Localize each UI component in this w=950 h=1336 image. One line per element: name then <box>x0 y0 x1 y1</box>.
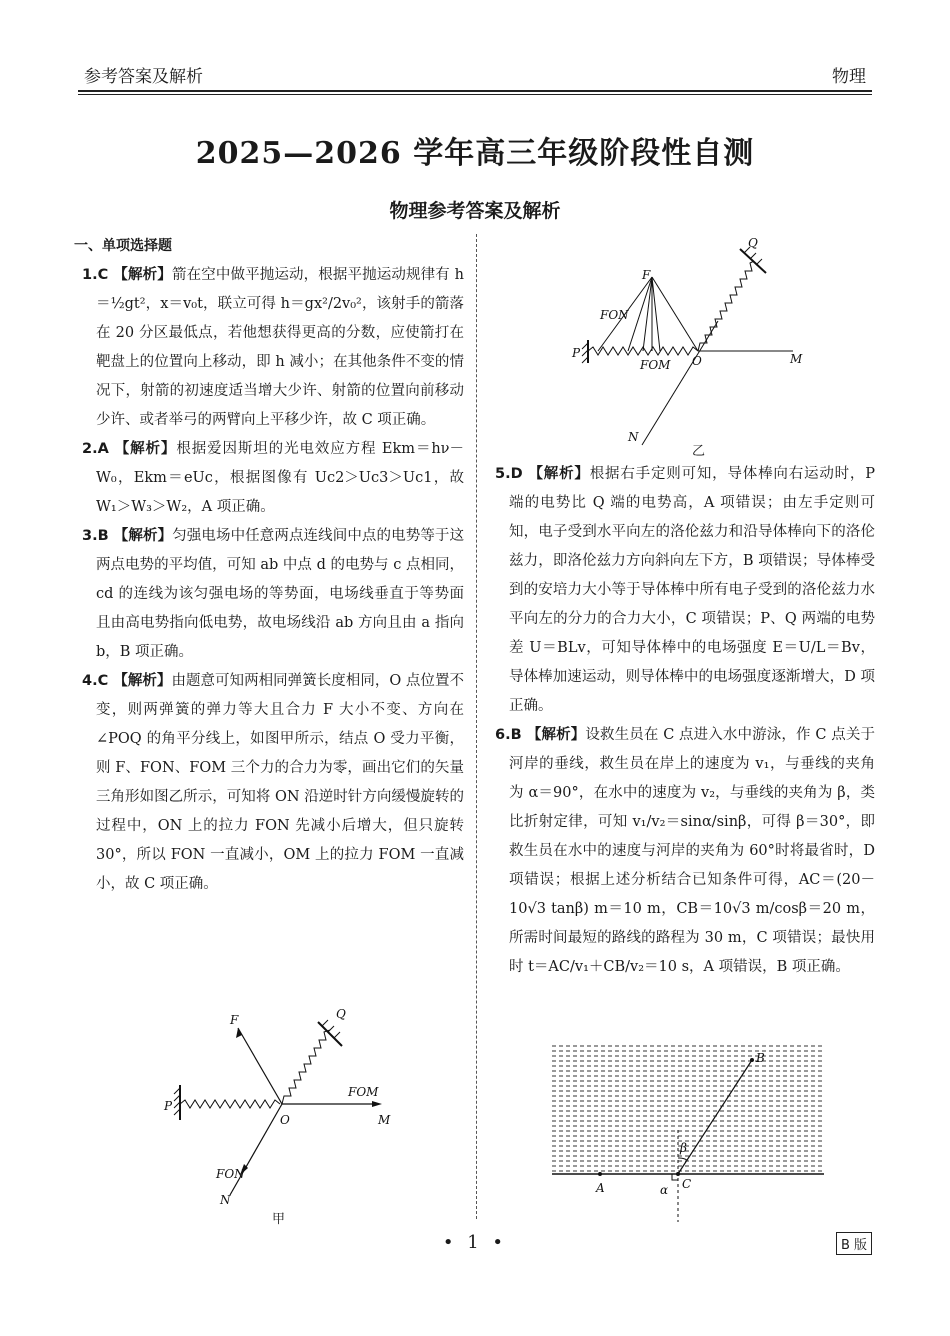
answer-1-text: 箭在空中做平抛运动，根据平抛运动规律有 h＝½gt²，x＝v₀t，联立可得 h＝gx²/2v₀²，该射手的箭落在 20 分区最低点，若他想获得更高的分数，应使箭打在靶盘上的位置向上移动，即 h 减小；在其他条件不变的情况下，射箭的初速度适当增大少许、射箭的位置向前移动少许、或者举弓的两臂向上平移少许，故 C 项正确。 <box>96 267 464 428</box>
river-label-C: C <box>682 1177 692 1191</box>
column-divider <box>476 234 477 1219</box>
page-header <box>78 58 872 88</box>
page-subtitle: 物理参考答案及解析 <box>389 200 561 222</box>
figure-jia <box>160 1000 420 1210</box>
header-left: 参考答案及解析 <box>84 67 203 87</box>
jia-label-O: O <box>280 1113 290 1127</box>
answer-6 <box>487 721 875 982</box>
header-rule-thin <box>78 94 872 95</box>
yi-label-M: M <box>790 352 803 366</box>
jia-label-M: M <box>378 1113 391 1127</box>
jia-label-P: P <box>164 1099 173 1113</box>
river-label-A: A <box>596 1181 605 1195</box>
yi-label-FON: FON <box>600 308 629 322</box>
answer-1 <box>74 261 464 435</box>
answer-4 <box>74 667 464 899</box>
figure-river <box>552 1040 827 1225</box>
answer-2-label: 2.A 【解析】 <box>82 441 177 457</box>
answer-3 <box>74 522 464 667</box>
header-rule-thick <box>78 90 872 92</box>
river-label-B: B <box>756 1051 765 1065</box>
answer-3-label: 3.B 【解析】 <box>82 528 173 544</box>
left-column <box>74 232 464 899</box>
figure-yi-caption: 乙 <box>692 444 706 459</box>
figure-yi <box>568 235 828 450</box>
jia-label-Q: Q <box>336 1007 346 1021</box>
answer-6-label: 6.B 【解析】 <box>495 727 586 743</box>
header-right: 物理 <box>832 67 866 87</box>
yi-label-Q: Q <box>748 236 758 250</box>
river-label-alpha: α <box>660 1183 669 1197</box>
answer-4-text: 由题意可知两相同弹簧长度相同，O 点位置不变，则两弹簧的弹力等大且合力 F 大小不变、方向在∠POQ 的角平分线上，如图甲所示，结点 O 受力平衡，则 F、FON、FOM 三个力的合力为零，画出它们的矢量三角形如图乙所示，可知将 ON 沿逆时针方向缓慢旋转的过程中，ON 上的拉力 FON 先减小后增大，但只旋转 30°，所以 FON 一直减小，OM 上的拉力 FOM 一直减小，故 C 项正确。 <box>96 673 464 892</box>
yi-label-FOM: FOM <box>640 358 671 372</box>
section-heading: 一、单项选择题 <box>74 238 172 254</box>
page-number: • 1 • <box>442 1232 508 1253</box>
answer-5 <box>487 460 875 721</box>
answer-2 <box>74 435 464 522</box>
yi-label-P: P <box>572 346 581 360</box>
version-badge: B 版 <box>836 1232 872 1255</box>
yi-label-O: O <box>692 354 702 368</box>
river-label-beta: β <box>680 1141 687 1155</box>
yi-label-F: F <box>642 268 651 282</box>
right-column <box>487 460 875 982</box>
answer-1-label: 1.C 【解析】 <box>82 267 172 283</box>
yi-label-N: N <box>628 430 639 444</box>
jia-label-FON: FON <box>216 1167 245 1181</box>
figure-jia-caption: 甲 <box>272 1212 286 1227</box>
answer-4-label: 4.C 【解析】 <box>82 673 172 689</box>
jia-label-FOM: FOM <box>348 1085 379 1099</box>
answer-5-label: 5.D 【解析】 <box>495 466 590 482</box>
answer-5-text: 根据右手定则可知，导体棒向右运动时，P 端的电势比 Q 端的电势高，A 项错误；由左手定则可知，电子受到水平向左的洛伦兹力和沿导体棒向下的洛伦兹力，即洛伦兹力方向斜向左下方，B 项错误；导体棒受到的安培力大小等于导体棒中所有电子受到的洛伦兹力水平向左的分力的合力大小，C 项错误；P、Q 两端的电势差 U＝BLv，可知导体棒中的电场强度 E＝U/L＝Bv，导体棒加速运动，则导体棒中的电场强度逐渐增大，D 项正确。 <box>509 466 875 714</box>
answer-3-text: 匀强电场中任意两点连线间中点的电势等于这两点电势的平均值，可知 ab 中点 d 的电势与 c 点相同，cd 的连线为该匀强电场的等势面，电场线垂直于等势面且由高电势指向低电势，故电场线沿 ab 方向且由 a 指向 b，B 项正确。 <box>96 528 465 660</box>
jia-label-F: F <box>230 1013 239 1027</box>
answer-2-text: 根据爱因斯坦的光电效应方程 Ekm＝hν－W₀，Ekm＝eUc，根据图像有 Uc2＞Uc3＞Uc1，故 W₁＞W₃＞W₂，A 项正确。 <box>96 441 464 515</box>
answer-6-text: 设救生员在 C 点进入水中游泳，作 C 点关于河岸的垂线，救生员在岸上的速度为 v₁，与垂线的夹角为 α＝90°，在水中的速度为 v₂，与垂线的夹角为 β，类比折射定律，可知 v₁/v₂＝sinα/sinβ，可得 β＝30°，即救生员在水中的速度与河岸的夹角为 60°时将最省时，D 项错误；根据上述分析结合已知条件可得，AC＝(20－10√3 tanβ) m＝10 m，CB＝10√3 m/cosβ＝20 m，所需时间最短的路线的路程为 30 m，C 项错误；最快用时 t＝AC/v₁＋CB/v₂＝10 s，A 项错误，B 项正确。 <box>509 727 876 975</box>
page-title: 2025—2026 学年高三年级阶段性自测 <box>195 136 755 171</box>
jia-label-N: N <box>220 1193 231 1207</box>
